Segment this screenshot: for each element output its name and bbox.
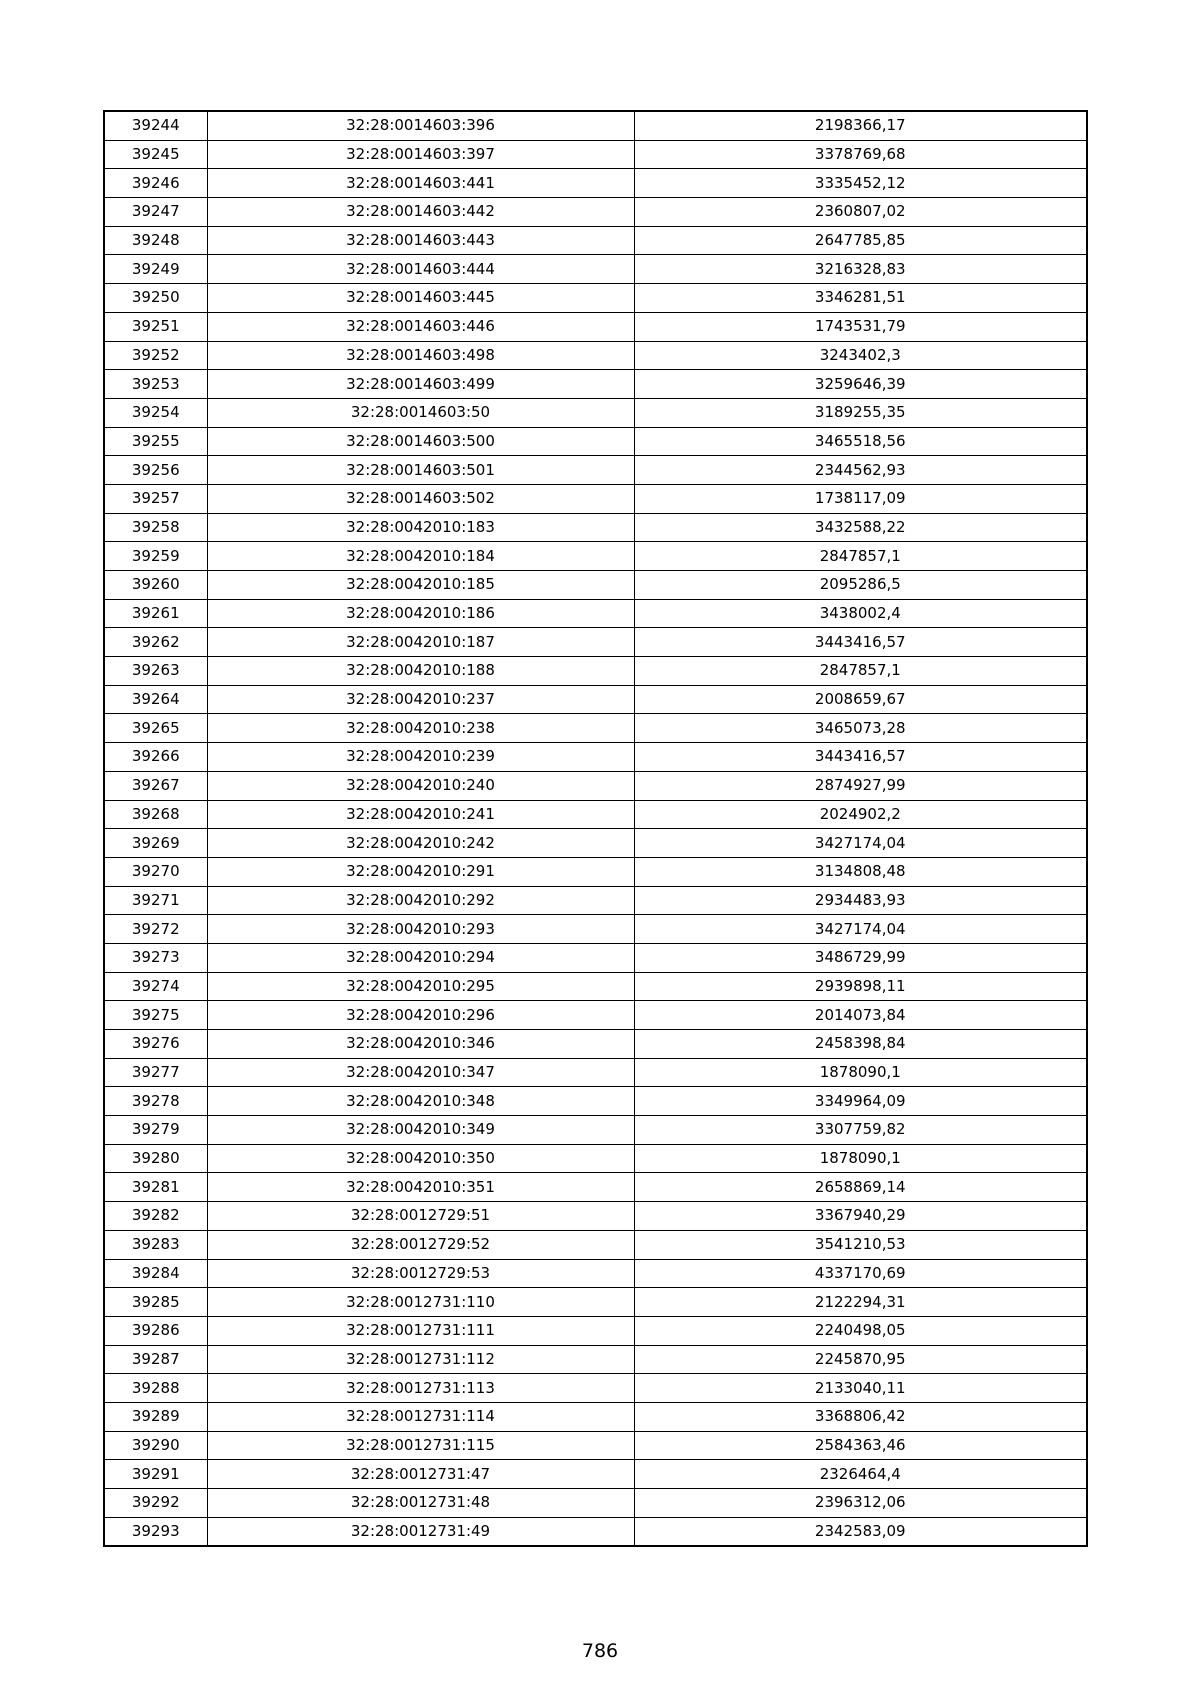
cadastral-value-table: [103, 110, 1088, 1547]
cadastral-value-cell: 2245870,95: [634, 1345, 1087, 1374]
row-number-cell: 39265: [104, 714, 207, 743]
cadastral-value-cell: 3465518,56: [634, 427, 1087, 456]
row-number-cell: 39261: [104, 599, 207, 628]
row-number-cell: 39286: [104, 1316, 207, 1345]
table-row: [104, 398, 1087, 427]
row-number-cell: 39285: [104, 1288, 207, 1317]
cadastral-number-cell: 32:28:0042010:188: [207, 657, 634, 686]
row-number-cell: 39248: [104, 226, 207, 255]
table-row: [104, 1460, 1087, 1489]
table-row: [104, 1517, 1087, 1546]
row-number-cell: 39269: [104, 829, 207, 858]
table-row: [104, 1431, 1087, 1460]
cadastral-value-cell: 2458398,84: [634, 1030, 1087, 1059]
row-number-cell: 39280: [104, 1144, 207, 1173]
row-number-cell: 39290: [104, 1431, 207, 1460]
cadastral-value-cell: 2198366,17: [634, 111, 1087, 140]
cadastral-value-cell: 2024902,2: [634, 800, 1087, 829]
row-number-cell: 39266: [104, 743, 207, 772]
row-number-cell: 39252: [104, 341, 207, 370]
table-row: [104, 542, 1087, 571]
row-number-cell: 39251: [104, 312, 207, 341]
cadastral-number-cell: 32:28:0042010:242: [207, 829, 634, 858]
cadastral-value-cell: 3368806,42: [634, 1402, 1087, 1431]
table-row: [104, 972, 1087, 1001]
cadastral-value-cell: 3432588,22: [634, 513, 1087, 542]
table-row: [104, 1259, 1087, 1288]
cadastral-value-cell: 2095286,5: [634, 571, 1087, 600]
table-row: [104, 628, 1087, 657]
table-row: [104, 685, 1087, 714]
row-number-cell: 39254: [104, 398, 207, 427]
cadastral-number-cell: 32:28:0042010:291: [207, 857, 634, 886]
row-number-cell: 39245: [104, 140, 207, 169]
table-row: [104, 198, 1087, 227]
row-number-cell: 39256: [104, 456, 207, 485]
cadastral-number-cell: 32:28:0014603:397: [207, 140, 634, 169]
cadastral-value-cell: 2396312,06: [634, 1489, 1087, 1518]
table-row: [104, 800, 1087, 829]
cadastral-value-cell: 3427174,04: [634, 829, 1087, 858]
cadastral-value-cell: 3465073,28: [634, 714, 1087, 743]
table-row: [104, 1374, 1087, 1403]
row-number-cell: 39272: [104, 915, 207, 944]
cadastral-number-cell: 32:28:0014603:445: [207, 284, 634, 313]
table-row: [104, 599, 1087, 628]
table-row: [104, 714, 1087, 743]
row-number-cell: 39293: [104, 1517, 207, 1546]
cadastral-value-cell: 1738117,09: [634, 484, 1087, 513]
row-number-cell: 39274: [104, 972, 207, 1001]
row-number-cell: 39288: [104, 1374, 207, 1403]
table-row: [104, 1489, 1087, 1518]
cadastral-value-cell: 2934483,93: [634, 886, 1087, 915]
cadastral-value-cell: 3427174,04: [634, 915, 1087, 944]
cadastral-value-cell: 2658869,14: [634, 1173, 1087, 1202]
row-number-cell: 39267: [104, 771, 207, 800]
cadastral-value-cell: 2584363,46: [634, 1431, 1087, 1460]
row-number-cell: 39268: [104, 800, 207, 829]
row-number-cell: 39264: [104, 685, 207, 714]
table-row: [104, 657, 1087, 686]
cadastral-value-cell: 2847857,1: [634, 542, 1087, 571]
cadastral-value-cell: 2874927,99: [634, 771, 1087, 800]
cadastral-value-cell: 3378769,68: [634, 140, 1087, 169]
cadastral-value-cell: 3335452,12: [634, 169, 1087, 198]
cadastral-value-cell: 2344562,93: [634, 456, 1087, 485]
cadastral-number-cell: 32:28:0014603:441: [207, 169, 634, 198]
cadastral-number-cell: 32:28:0014603:444: [207, 255, 634, 284]
row-number-cell: 39277: [104, 1058, 207, 1087]
row-number-cell: 39253: [104, 370, 207, 399]
table-row: [104, 571, 1087, 600]
cadastral-number-cell: 32:28:0042010:293: [207, 915, 634, 944]
table-row: [104, 456, 1087, 485]
cadastral-number-cell: 32:28:0014603:396: [207, 111, 634, 140]
cadastral-number-cell: 32:28:0014603:443: [207, 226, 634, 255]
table-row: [104, 226, 1087, 255]
row-number-cell: 39282: [104, 1202, 207, 1231]
table-row: [104, 1288, 1087, 1317]
table-row: [104, 1230, 1087, 1259]
cadastral-number-cell: 32:28:0012729:53: [207, 1259, 634, 1288]
cadastral-number-cell: 32:28:0042010:238: [207, 714, 634, 743]
table-row: [104, 1116, 1087, 1145]
row-number-cell: 39292: [104, 1489, 207, 1518]
cadastral-number-cell: 32:28:0042010:183: [207, 513, 634, 542]
table-row: [104, 427, 1087, 456]
table-row: [104, 111, 1087, 140]
cadastral-value-cell: 3349964,09: [634, 1087, 1087, 1116]
cadastral-value-cell: 2014073,84: [634, 1001, 1087, 1030]
cadastral-value-cell: 2122294,31: [634, 1288, 1087, 1317]
row-number-cell: 39249: [104, 255, 207, 284]
cadastral-value-cell: 2326464,4: [634, 1460, 1087, 1489]
cadastral-number-cell: 32:28:0012729:52: [207, 1230, 634, 1259]
cadastral-value-cell: 2647785,85: [634, 226, 1087, 255]
cadastral-number-cell: 32:28:0012731:110: [207, 1288, 634, 1317]
row-number-cell: 39260: [104, 571, 207, 600]
cadastral-number-cell: 32:28:0042010:294: [207, 943, 634, 972]
cadastral-value-cell: 2342583,09: [634, 1517, 1087, 1546]
row-number-cell: 39255: [104, 427, 207, 456]
table-row: [104, 1001, 1087, 1030]
cadastral-value-cell: 2360807,02: [634, 198, 1087, 227]
cadastral-value-cell: 3259646,39: [634, 370, 1087, 399]
cadastral-value-cell: 3243402,3: [634, 341, 1087, 370]
row-number-cell: 39244: [104, 111, 207, 140]
cadastral-number-cell: 32:28:0042010:348: [207, 1087, 634, 1116]
table-row: [104, 513, 1087, 542]
cadastral-number-cell: 32:28:0042010:346: [207, 1030, 634, 1059]
cadastral-value-cell: 3216328,83: [634, 255, 1087, 284]
cadastral-value-cell: 3541210,53: [634, 1230, 1087, 1259]
cadastral-number-cell: 32:28:0014603:498: [207, 341, 634, 370]
cadastral-number-cell: 32:28:0012731:112: [207, 1345, 634, 1374]
cadastral-number-cell: 32:28:0042010:186: [207, 599, 634, 628]
cadastral-number-cell: 32:28:0042010:296: [207, 1001, 634, 1030]
row-number-cell: 39284: [104, 1259, 207, 1288]
cadastral-number-cell: 32:28:0014603:442: [207, 198, 634, 227]
row-number-cell: 39250: [104, 284, 207, 313]
table-row: [104, 312, 1087, 341]
table-row: [104, 771, 1087, 800]
row-number-cell: 39289: [104, 1402, 207, 1431]
table-row: [104, 886, 1087, 915]
cadastral-number-cell: 32:28:0012731:113: [207, 1374, 634, 1403]
cadastral-number-cell: 32:28:0014603:502: [207, 484, 634, 513]
cadastral-value-cell: 3367940,29: [634, 1202, 1087, 1231]
row-number-cell: 39279: [104, 1116, 207, 1145]
cadastral-number-cell: 32:28:0042010:239: [207, 743, 634, 772]
table-row: [104, 484, 1087, 513]
page-number: 786: [581, 1640, 619, 1662]
cadastral-value-cell: 2008659,67: [634, 685, 1087, 714]
cadastral-number-cell: 32:28:0042010:187: [207, 628, 634, 657]
table-row: [104, 169, 1087, 198]
row-number-cell: 39287: [104, 1345, 207, 1374]
table-row: [104, 1030, 1087, 1059]
cadastral-number-cell: 32:28:0012731:48: [207, 1489, 634, 1518]
cadastral-number-cell: 32:28:0014603:500: [207, 427, 634, 456]
cadastral-number-cell: 32:28:0014603:499: [207, 370, 634, 399]
cadastral-value-cell: 3346281,51: [634, 284, 1087, 313]
cadastral-value-cell: 2133040,11: [634, 1374, 1087, 1403]
row-number-cell: 39275: [104, 1001, 207, 1030]
cadastral-value-cell: 3438002,4: [634, 599, 1087, 628]
cadastral-number-cell: 32:28:0042010:241: [207, 800, 634, 829]
table-body: [104, 111, 1087, 1546]
cadastral-value-cell: 1878090,1: [634, 1058, 1087, 1087]
row-number-cell: 39271: [104, 886, 207, 915]
cadastral-number-cell: 32:28:0012731:47: [207, 1460, 634, 1489]
table-row: [104, 915, 1087, 944]
table-row: [104, 857, 1087, 886]
row-number-cell: 39263: [104, 657, 207, 686]
cadastral-number-cell: 32:28:0012731:111: [207, 1316, 634, 1345]
table-row: [104, 1202, 1087, 1231]
cadastral-value-cell: 3307759,82: [634, 1116, 1087, 1145]
cadastral-number-cell: 32:28:0042010:237: [207, 685, 634, 714]
table-row: [104, 1173, 1087, 1202]
cadastral-value-cell: 3443416,57: [634, 628, 1087, 657]
cadastral-value-cell: 2240498,05: [634, 1316, 1087, 1345]
cadastral-number-cell: 32:28:0042010:351: [207, 1173, 634, 1202]
table-row: [104, 943, 1087, 972]
cadastral-value-cell: 2847857,1: [634, 657, 1087, 686]
cadastral-value-cell: 3486729,99: [634, 943, 1087, 972]
row-number-cell: 39258: [104, 513, 207, 542]
table-row: [104, 370, 1087, 399]
cadastral-number-cell: 32:28:0042010:350: [207, 1144, 634, 1173]
row-number-cell: 39257: [104, 484, 207, 513]
cadastral-number-cell: 32:28:0014603:501: [207, 456, 634, 485]
row-number-cell: 39270: [104, 857, 207, 886]
row-number-cell: 39262: [104, 628, 207, 657]
row-number-cell: 39283: [104, 1230, 207, 1259]
cadastral-number-cell: 32:28:0012731:115: [207, 1431, 634, 1460]
table-row: [104, 284, 1087, 313]
table-row: [104, 341, 1087, 370]
table-row: [104, 743, 1087, 772]
table-row: [104, 829, 1087, 858]
cadastral-number-cell: 32:28:0012731:114: [207, 1402, 634, 1431]
table-row: [104, 1087, 1087, 1116]
cadastral-number-cell: 32:28:0012731:49: [207, 1517, 634, 1546]
cadastral-number-cell: 32:28:0042010:295: [207, 972, 634, 1001]
table-row: [104, 255, 1087, 284]
table-row: [104, 1058, 1087, 1087]
row-number-cell: 39278: [104, 1087, 207, 1116]
table-row: [104, 1144, 1087, 1173]
row-number-cell: 39247: [104, 198, 207, 227]
cadastral-number-cell: 32:28:0042010:347: [207, 1058, 634, 1087]
cadastral-number-cell: 32:28:0042010:185: [207, 571, 634, 600]
table-row: [104, 1402, 1087, 1431]
row-number-cell: 39291: [104, 1460, 207, 1489]
cadastral-number-cell: 32:28:0042010:184: [207, 542, 634, 571]
table-row: [104, 1345, 1087, 1374]
cadastral-value-cell: 3443416,57: [634, 743, 1087, 772]
row-number-cell: 39259: [104, 542, 207, 571]
row-number-cell: 39281: [104, 1173, 207, 1202]
cadastral-number-cell: 32:28:0042010:292: [207, 886, 634, 915]
row-number-cell: 39273: [104, 943, 207, 972]
table-row: [104, 1316, 1087, 1345]
cadastral-value-cell: 3134808,48: [634, 857, 1087, 886]
cadastral-value-cell: 3189255,35: [634, 398, 1087, 427]
cadastral-value-cell: 1743531,79: [634, 312, 1087, 341]
row-number-cell: 39246: [104, 169, 207, 198]
row-number-cell: 39276: [104, 1030, 207, 1059]
cadastral-number-cell: 32:28:0012729:51: [207, 1202, 634, 1231]
cadastral-number-cell: 32:28:0042010:349: [207, 1116, 634, 1145]
cadastral-value-cell: 2939898,11: [634, 972, 1087, 1001]
table-row: [104, 140, 1087, 169]
cadastral-number-cell: 32:28:0042010:240: [207, 771, 634, 800]
cadastral-number-cell: 32:28:0014603:50: [207, 398, 634, 427]
cadastral-value-cell: 4337170,69: [634, 1259, 1087, 1288]
cadastral-value-cell: 1878090,1: [634, 1144, 1087, 1173]
cadastral-number-cell: 32:28:0014603:446: [207, 312, 634, 341]
